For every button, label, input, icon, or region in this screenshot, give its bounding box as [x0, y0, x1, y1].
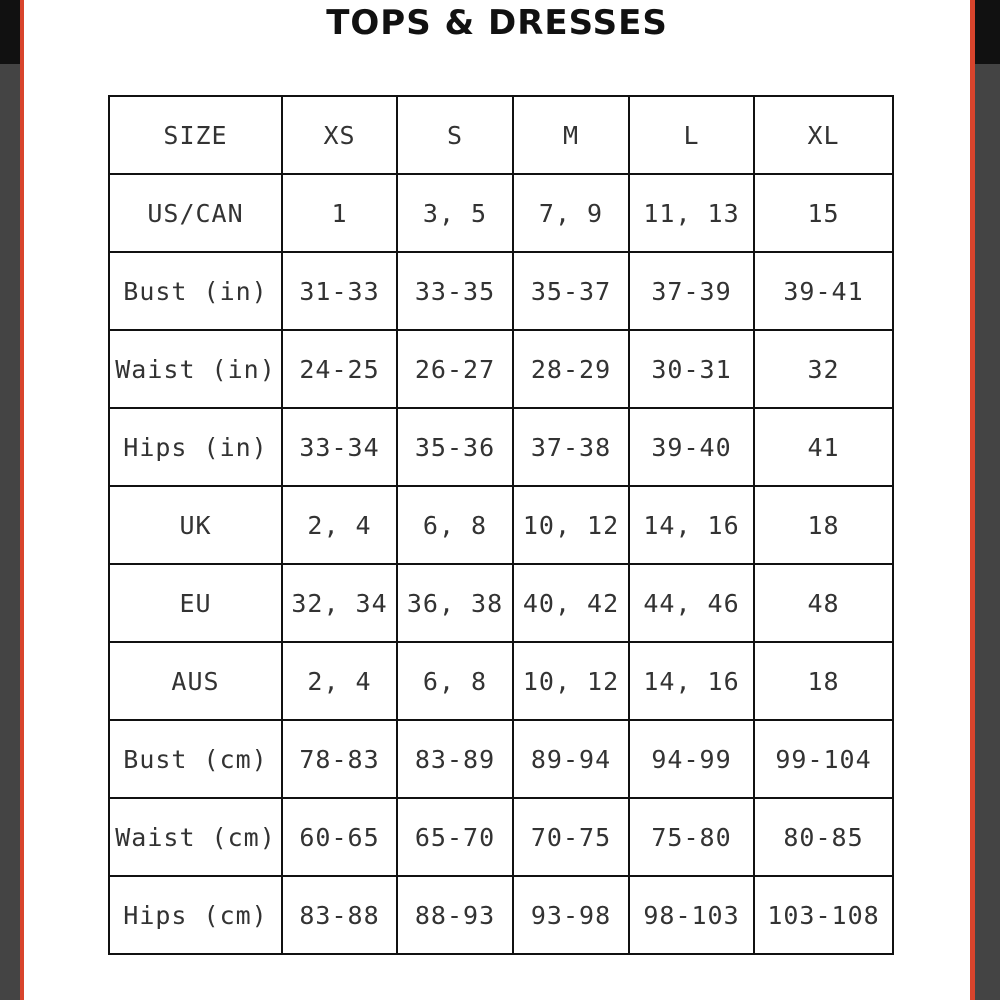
- table-cell: 32, 34: [282, 564, 397, 642]
- row-label: AUS: [109, 642, 282, 720]
- table-cell: 88-93: [397, 876, 513, 954]
- table-cell: 33-34: [282, 408, 397, 486]
- table-cell: 18: [754, 486, 893, 564]
- row-label: Waist (in): [109, 330, 282, 408]
- header-m: M: [513, 96, 629, 174]
- table-cell: 99-104: [754, 720, 893, 798]
- row-label: Waist (cm): [109, 798, 282, 876]
- table-cell: 6, 8: [397, 486, 513, 564]
- table-cell: 75-80: [629, 798, 754, 876]
- table-cell: 31-33: [282, 252, 397, 330]
- row-label: UK: [109, 486, 282, 564]
- table-cell: 89-94: [513, 720, 629, 798]
- table-cell: 40, 42: [513, 564, 629, 642]
- table-cell: 103-108: [754, 876, 893, 954]
- header-xs: XS: [282, 96, 397, 174]
- page-title: TOPS & DRESSES: [326, 3, 668, 43]
- table-row: [109, 798, 893, 876]
- table-cell: 10, 12: [513, 642, 629, 720]
- header-xl: XL: [754, 96, 893, 174]
- table-cell: 80-85: [754, 798, 893, 876]
- row-label: US/CAN: [109, 174, 282, 252]
- table-cell: 28-29: [513, 330, 629, 408]
- table-cell: 65-70: [397, 798, 513, 876]
- table-row: [109, 642, 893, 720]
- table-cell: 15: [754, 174, 893, 252]
- table-cell: 6, 8: [397, 642, 513, 720]
- header-l: L: [629, 96, 754, 174]
- size-chart-table: [108, 95, 894, 955]
- table-row: [109, 252, 893, 330]
- table-cell: 2, 4: [282, 642, 397, 720]
- table-cell: 93-98: [513, 876, 629, 954]
- table-row: [109, 408, 893, 486]
- table-cell: 35-37: [513, 252, 629, 330]
- table-header-row: [109, 96, 893, 174]
- table-cell: 36, 38: [397, 564, 513, 642]
- table-cell: 39-40: [629, 408, 754, 486]
- table-cell: 37-39: [629, 252, 754, 330]
- table-row: [109, 564, 893, 642]
- table-row: [109, 876, 893, 954]
- table-cell: 18: [754, 642, 893, 720]
- table-row: [109, 486, 893, 564]
- table-cell: 24-25: [282, 330, 397, 408]
- table-cell: 41: [754, 408, 893, 486]
- row-label: Bust (in): [109, 252, 282, 330]
- table-cell: 83-89: [397, 720, 513, 798]
- table-cell: 26-27: [397, 330, 513, 408]
- table-cell: 32: [754, 330, 893, 408]
- table-cell: 60-65: [282, 798, 397, 876]
- row-label: Hips (in): [109, 408, 282, 486]
- table-row: [109, 720, 893, 798]
- row-label: Bust (cm): [109, 720, 282, 798]
- table-cell: 78-83: [282, 720, 397, 798]
- table-cell: 14, 16: [629, 642, 754, 720]
- table-cell: 44, 46: [629, 564, 754, 642]
- size-chart-panel: [20, 0, 975, 1000]
- table-cell: 48: [754, 564, 893, 642]
- header-s: S: [397, 96, 513, 174]
- table-cell: 83-88: [282, 876, 397, 954]
- table-cell: 94-99: [629, 720, 754, 798]
- table-cell: 11, 13: [629, 174, 754, 252]
- table-cell: 30-31: [629, 330, 754, 408]
- table-cell: 10, 12: [513, 486, 629, 564]
- table-row: [109, 330, 893, 408]
- table-cell: 39-41: [754, 252, 893, 330]
- table-cell: 35-36: [397, 408, 513, 486]
- table-cell: 1: [282, 174, 397, 252]
- header-size: SIZE: [109, 96, 282, 174]
- table-cell: 37-38: [513, 408, 629, 486]
- table-cell: 7, 9: [513, 174, 629, 252]
- table-cell: 3, 5: [397, 174, 513, 252]
- table-cell: 70-75: [513, 798, 629, 876]
- table-cell: 14, 16: [629, 486, 754, 564]
- table-cell: 2, 4: [282, 486, 397, 564]
- table-cell: 33-35: [397, 252, 513, 330]
- row-label: EU: [109, 564, 282, 642]
- table-cell: 98-103: [629, 876, 754, 954]
- table-row: [109, 174, 893, 252]
- row-label: Hips (cm): [109, 876, 282, 954]
